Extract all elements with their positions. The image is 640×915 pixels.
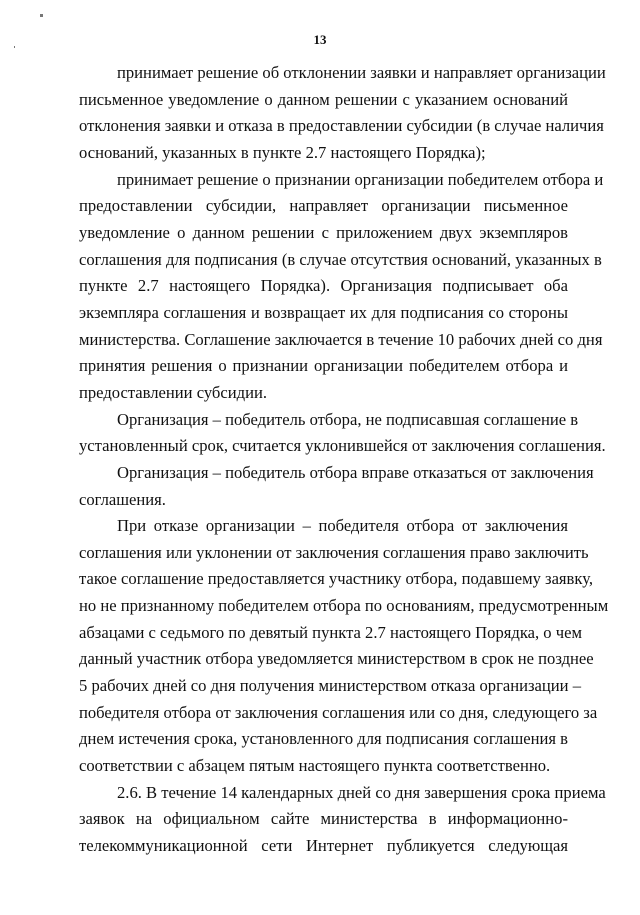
paragraph (79, 407, 606, 460)
text-line: экземпляра соглашения и возвращает их для подписания со стороны (79, 302, 568, 322)
text-line: но не признанному победителем отбора по основаниям, предусмотренным (79, 596, 609, 616)
document-body (79, 60, 609, 860)
text-line: При отказе организации – победителя отбора от заключения (117, 516, 568, 536)
text-line: 5 рабочих дней со дня получения министерством отказа организации – (79, 676, 582, 696)
paragraph (79, 60, 606, 167)
text-line: министерства. Соглашение заключается в течение 10 рабочих дней со дня (79, 329, 603, 349)
text-line: победителя отбора от заключения соглашения или со дня, следующего за (79, 702, 598, 722)
text-line: абзацами с седьмого по девятый пункта 2.7 настоящего Порядка, о чем (79, 622, 582, 642)
paragraph (79, 460, 594, 513)
text-line: уведомление о данном решении с приложением двух экземпляров (79, 222, 568, 242)
paragraph (79, 513, 609, 780)
scan-speck (14, 46, 15, 48)
text-line: принимает решение о признании организации победителем отбора и (117, 169, 604, 189)
text-line: Организация – победитель отбора вправе отказаться от заключения (117, 462, 594, 482)
text-line: установленный срок, считается уклонившейся от заключения соглашения. (79, 436, 606, 456)
text-line: заявок на официальном сайте министерства в информационно- (79, 809, 568, 829)
text-line: данный участник отбора уведомляется министерством в срок не позднее (79, 649, 594, 669)
text-line: принятия решения о признании организации победителем отбора и (79, 356, 568, 376)
text-line: Организация – победитель отбора, не подписавшая соглашение в (117, 409, 579, 429)
scan-speck (40, 14, 43, 17)
text-line: 2.6. В течение 14 календарных дней со дня завершения срока приема (117, 782, 606, 802)
text-line: предоставлении субсидии, направляет организации письменное (79, 196, 568, 216)
page-number: 13 (313, 32, 327, 47)
text-line: пункте 2.7 настоящего Порядка). Организация подписывает оба (79, 276, 568, 296)
text-line: принимает решение об отклонении заявки и направляет организации (117, 63, 606, 82)
text-line: соглашения или уклонении от заключения соглашения право заключить (79, 542, 589, 562)
text-line: днем истечения срока, установленного для подписания соглашения в (79, 729, 568, 749)
text-line: соглашения. (79, 489, 166, 509)
paragraph (79, 780, 606, 860)
text-line: отклонения заявки и отказа в предоставлении субсидии (в случае наличия (79, 116, 604, 136)
text-line: телекоммуникационной сети Интернет публикуется следующая (79, 836, 568, 856)
text-line: оснований, указанных в пункте 2.7 настоящего Порядка); (79, 142, 486, 162)
paragraph (79, 167, 604, 407)
text-line: такое соглашение предоставляется участнику отбора, подавшему заявку, (79, 569, 594, 589)
text-line: письменное уведомление о данном решении с указанием оснований (79, 89, 568, 109)
text-line: соответствии с абзацем пятым настоящего пункта соответственно. (79, 756, 551, 776)
text-line: соглашения для подписания (в случае отсутствия оснований, указанных в (79, 249, 602, 269)
text-line: предоставлении субсидии. (79, 382, 267, 402)
